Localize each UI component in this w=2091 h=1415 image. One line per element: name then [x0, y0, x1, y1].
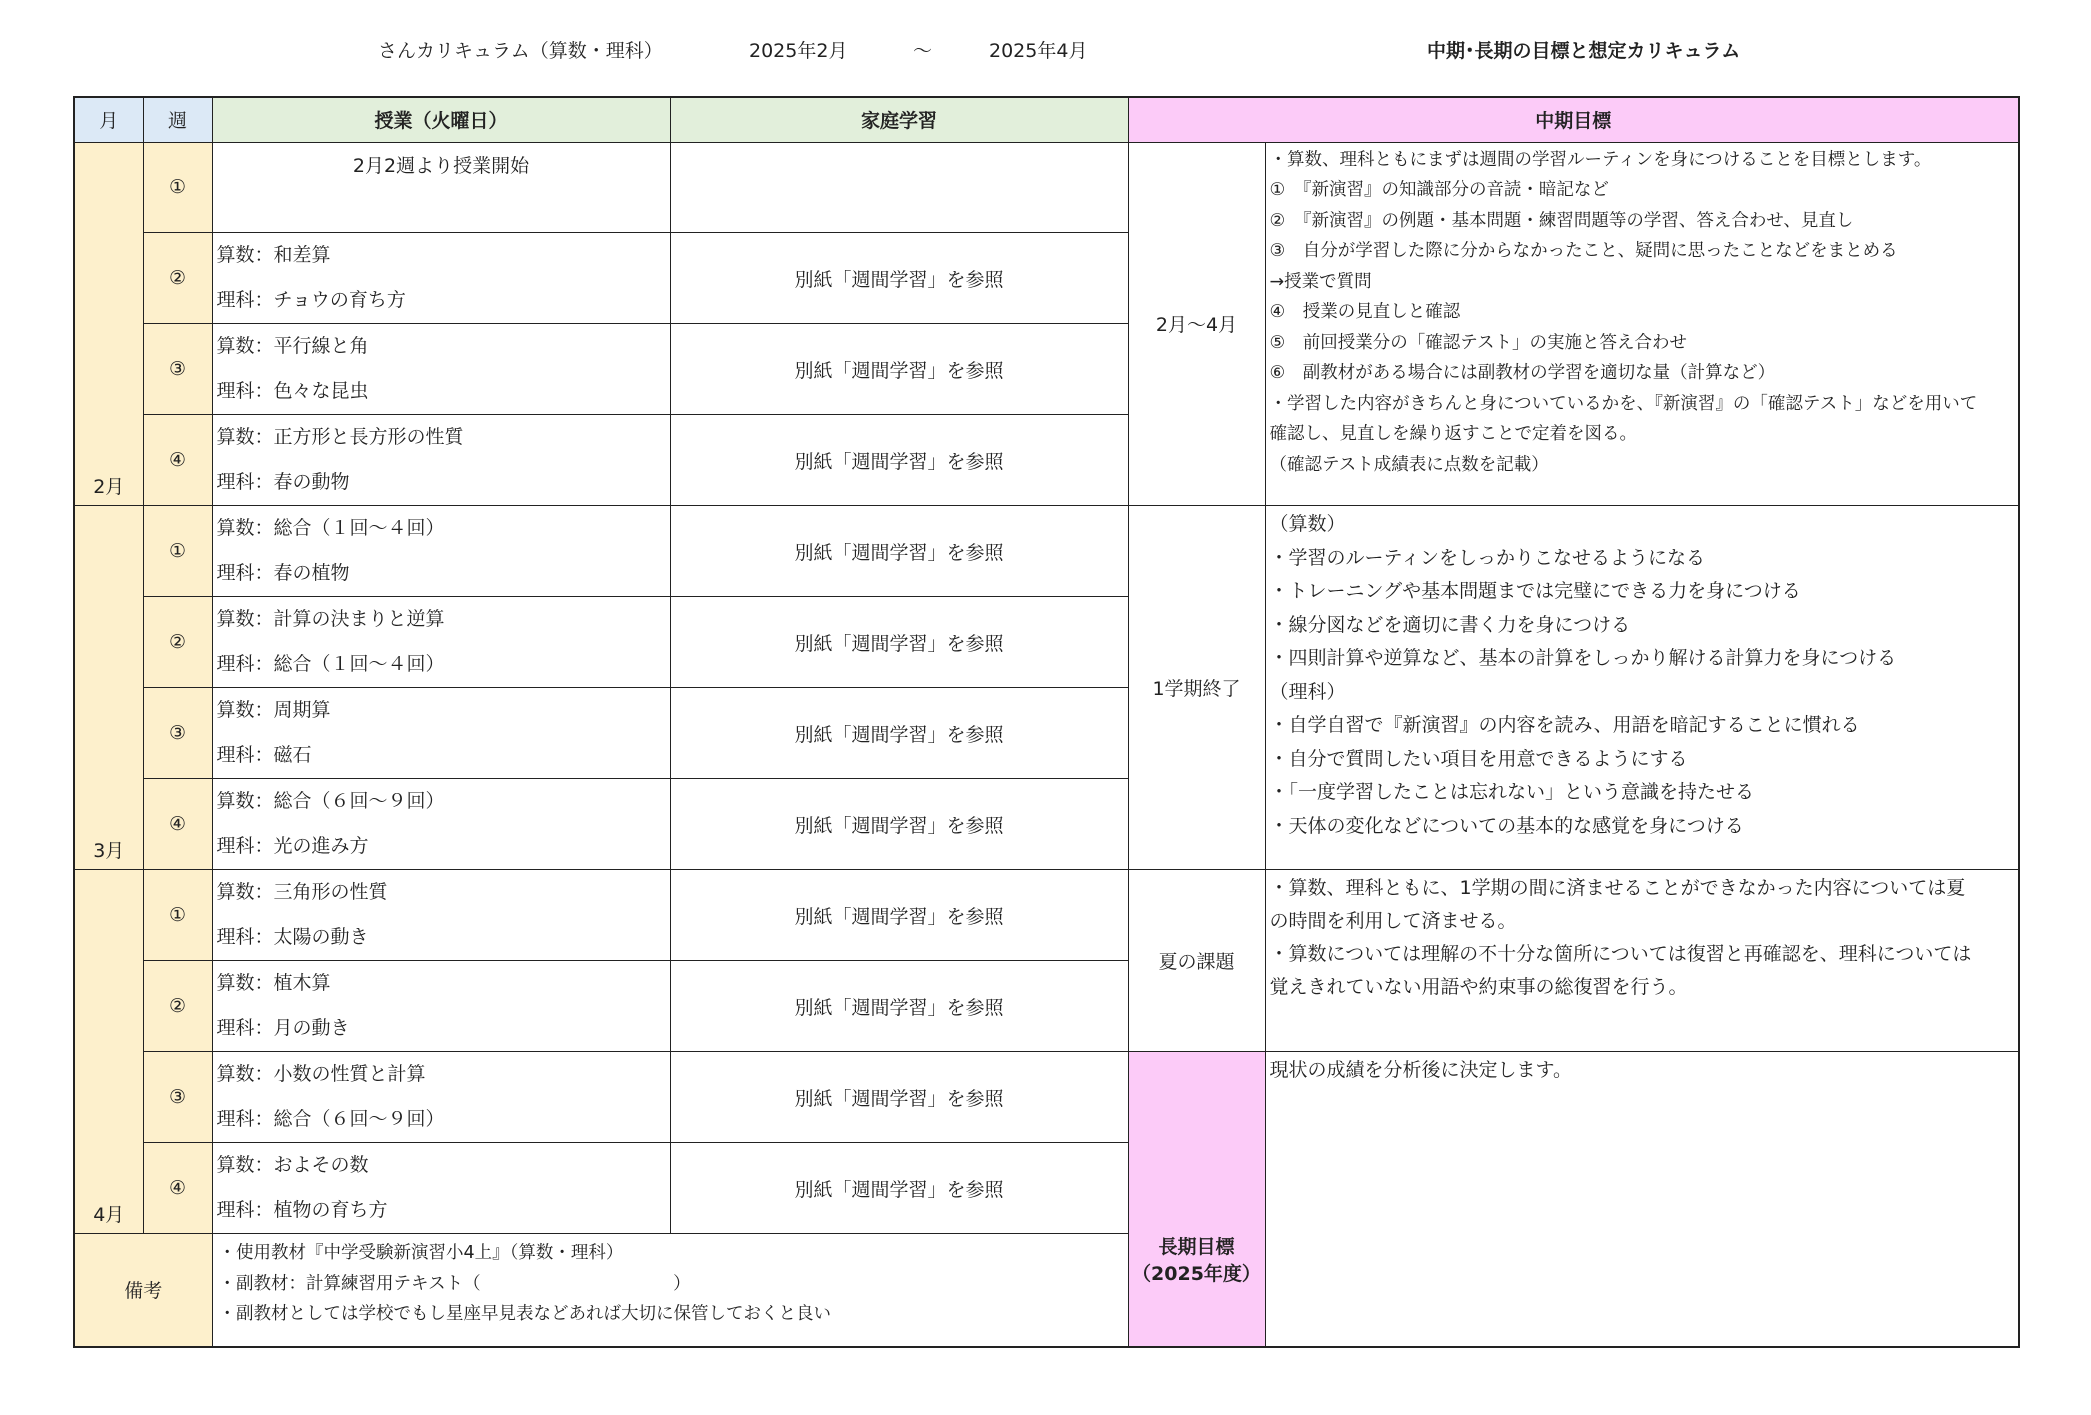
period-label: 1学期終了	[1128, 506, 1265, 870]
math-topic: 算数：およその数	[216, 1154, 369, 1176]
remark-line: ・使用教材『中学受験新演習小4上』（算数・理科）	[218, 1243, 624, 1263]
goal-cell-term1	[1265, 506, 2019, 870]
home-cell: 別紙「週間学習」を参照	[670, 233, 1128, 324]
goal-line: ⑤ 前回授業分の「確認テスト」の実施と答え合わせ	[1269, 332, 1687, 353]
remarks-cell	[212, 1234, 1128, 1347]
goal-line: （確認テスト成績表に点数を記載）	[1269, 454, 1549, 475]
header-row	[74, 97, 2019, 142]
goal-line: ・自学自習で『新演習』の内容を読み、用語を暗記することに慣れる	[1269, 714, 1860, 736]
math-topic: 算数：総合（１回〜４回）	[216, 517, 445, 539]
week-label: ③	[143, 1052, 212, 1143]
science-topic: 理科：磁石	[216, 744, 312, 766]
week-label: ①	[143, 142, 212, 233]
science-topic: 理科：総合（６回〜９回）	[216, 1108, 445, 1130]
col-header-home: 家庭学習	[670, 97, 1128, 142]
end-month: 2025年4月	[989, 40, 1088, 62]
week-label: ③	[143, 324, 212, 415]
table-row	[74, 506, 2019, 597]
home-cell: 別紙「週間学習」を参照	[670, 961, 1128, 1052]
week-label: ②	[143, 233, 212, 324]
goal-line: ① 『新演習』の知識部分の音読・暗記など	[1269, 180, 1609, 200]
long-term-label: 長期目標	[1158, 1235, 1235, 1258]
math-topic: 算数：小数の性質と計算	[216, 1063, 426, 1085]
period-label: 夏の課題	[1128, 870, 1265, 1052]
home-cell: 別紙「週間学習」を参照	[670, 506, 1128, 597]
science-topic: 理科：植物の育ち方	[216, 1199, 388, 1221]
lesson-cell	[212, 1052, 670, 1143]
col-header-month: 月	[74, 97, 143, 142]
goal-line: ・線分図などを適切に書く力を身につける	[1269, 613, 1631, 636]
science-topic: 理科：色々な昆虫	[216, 380, 369, 402]
math-topic: 算数：三角形の性質	[216, 881, 388, 903]
start-month: 2025年2月	[749, 40, 848, 62]
science-topic: 理科：チョウの育ち方	[216, 289, 406, 311]
home-cell	[670, 142, 1128, 233]
goal-line: （理科）	[1269, 680, 1346, 703]
science-topic: 理科：総合（１回〜４回）	[216, 653, 445, 675]
science-topic: 理科：春の動物	[216, 471, 350, 493]
col-header-goal: 中期目標	[1128, 97, 2019, 142]
math-topic: 算数：植木算	[216, 972, 331, 994]
math-topic: 算数：正方形と長方形の性質	[216, 426, 464, 448]
col-header-week: 週	[143, 97, 212, 142]
goal-line: ・学習のルーティンをしっかりこなせるようになる	[1269, 546, 1705, 569]
home-cell: 別紙「週間学習」を参照	[670, 1143, 1128, 1234]
goal-line: ② 『新演習』の例題・基本問題・練習問題等の学習、答え合わせ、見直し	[1269, 210, 1854, 231]
goal-cell-summer	[1265, 870, 2019, 1052]
science-topic: 理科：月の動き	[216, 1017, 350, 1039]
month-label-feb: 2月	[74, 142, 143, 506]
goal-line: ・自分で質問したい項目を用意できるようにする	[1269, 747, 1688, 770]
goal-line: ・算数、理科ともにまずは週間の学習ルーティンを身につけることを目標とします。	[1269, 149, 1932, 170]
week-label: ②	[143, 961, 212, 1052]
week-label: ④	[143, 779, 212, 870]
home-cell: 別紙「週間学習」を参照	[670, 1052, 1128, 1143]
goal-line: ④ 授業の見直しと確認	[1269, 302, 1461, 322]
lesson-cell	[212, 1143, 670, 1234]
period-label: 2月〜4月	[1128, 142, 1265, 506]
goal-line: ⑥ 副教材がある場合には副教材の学習を適切な量（計算など）	[1269, 363, 1776, 383]
home-cell: 別紙「週間学習」を参照	[670, 779, 1128, 870]
lesson-cell	[212, 870, 670, 961]
lesson-cell	[212, 597, 670, 688]
home-cell: 別紙「週間学習」を参照	[670, 597, 1128, 688]
lesson-cell	[212, 324, 670, 415]
goal-line: の時間を利用して済ませる。	[1269, 910, 1517, 932]
goal-line: ・学習した内容がきちんと身についているかを、『新演習』の「確認テスト」などを用いて	[1269, 393, 1978, 414]
long-term-year: （2025年度）	[1132, 1262, 1261, 1285]
goal-line: ③ 自分が学習した際に分からなかったこと、疑問に思ったことなどをまとめる	[1269, 241, 1898, 261]
month-label-mar: 3月	[74, 506, 143, 870]
goal-cell-feb-apr	[1265, 142, 2019, 506]
lesson-cell	[212, 779, 670, 870]
goal-line: ・天体の変化などについての基本的な感覚を身につける	[1269, 814, 1744, 837]
science-topic: 理科：春の植物	[216, 562, 350, 584]
science-topic: 理科：太陽の動き	[216, 926, 369, 948]
lesson-cell	[212, 688, 670, 779]
remarks-label: 備考	[74, 1234, 212, 1347]
math-topic: 算数：総合（６回〜９回）	[216, 790, 445, 812]
week-label: ③	[143, 688, 212, 779]
lesson-cell: 2月2週より授業開始	[212, 142, 670, 233]
remark-line: ・副教材：計算練習用テキスト（ ）	[218, 1273, 691, 1294]
long-term-text: 現状の成績を分析後に決定します。	[1269, 1059, 1572, 1081]
week-label: ①	[143, 870, 212, 961]
curriculum-table	[73, 96, 2020, 1348]
remark-line: ・副教材としては学校でもし星座早見表などあれば大切に保管しておくと良い	[218, 1304, 831, 1324]
long-term-goal-label	[1128, 1052, 1265, 1347]
math-topic: 算数：和差算	[216, 244, 331, 266]
home-cell: 別紙「週間学習」を参照	[670, 870, 1128, 961]
lesson-cell	[212, 233, 670, 324]
math-topic: 算数：平行線と角	[216, 335, 369, 357]
home-cell: 別紙「週間学習」を参照	[670, 688, 1128, 779]
week-label: ④	[143, 1143, 212, 1234]
week-label: ①	[143, 506, 212, 597]
long-term-goal-cell	[1265, 1052, 2019, 1347]
science-topic: 理科：光の進み方	[216, 835, 369, 857]
math-topic: 算数：計算の決まりと逆算	[216, 608, 445, 630]
month-label-apr: 4月	[74, 870, 143, 1234]
home-cell: 別紙「週間学習」を参照	[670, 324, 1128, 415]
goal-line: （算数）	[1269, 513, 1346, 535]
week-label: ④	[143, 415, 212, 506]
goals-title: 中期･長期の目標と想定カリキュラム	[1427, 40, 1741, 62]
goal-line: →授業で質問	[1269, 271, 1372, 292]
week-label: ②	[143, 597, 212, 688]
goal-line: ・算数については理解の不十分な箇所については復習と再確認を、理科については	[1269, 943, 1972, 965]
table-row	[74, 1052, 2019, 1143]
goal-line: ・算数、理科ともに、1学期の間に済ませることができなかった内容については夏	[1269, 877, 1966, 899]
lesson-cell	[212, 961, 670, 1052]
range-tilde: 〜	[913, 40, 933, 62]
math-topic: 算数：周期算	[216, 699, 331, 721]
lesson-cell	[212, 415, 670, 506]
curriculum-title: さんカリキュラム（算数・理科）	[378, 40, 663, 62]
col-header-lesson: 授業（火曜日）	[212, 97, 670, 142]
goal-line: ・トレーニングや基本問題までは完璧にできる力を身につける	[1269, 580, 1801, 602]
table-row	[74, 870, 2019, 961]
lesson-cell	[212, 506, 670, 597]
table-row	[74, 142, 2019, 233]
home-cell: 別紙「週間学習」を参照	[670, 415, 1128, 506]
goal-line: 覚えきれていない用語や約束事の総復習を行う。	[1269, 976, 1688, 998]
goal-line: ・「一度学習したことは忘れない」という意識を持たせる	[1269, 781, 1755, 803]
goal-line: ・四則計算や逆算など、基本の計算をしっかり解ける計算力を身につける	[1269, 647, 1897, 669]
goal-line: 確認し、見直しを繰り返すことで定着を図る。	[1269, 424, 1637, 444]
